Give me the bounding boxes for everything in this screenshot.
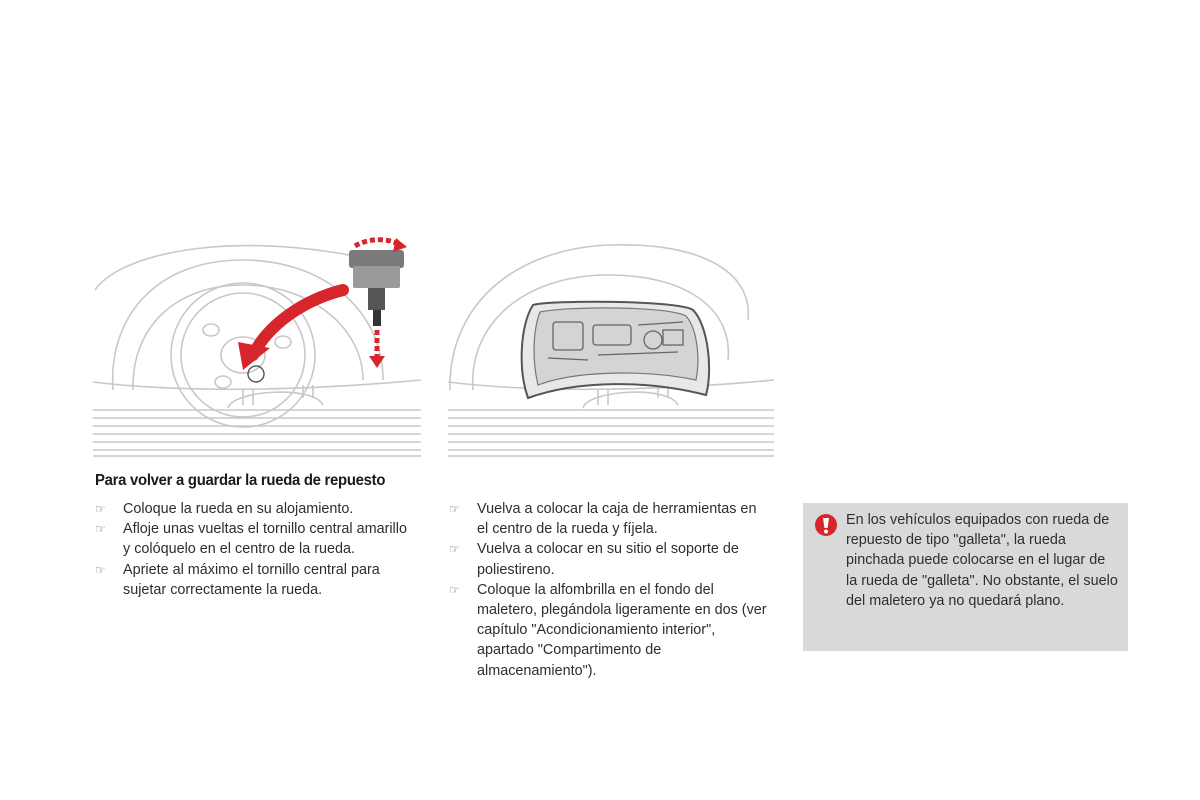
- list-item: [449, 499, 769, 539]
- pointing-hand-icon: ☞: [449, 542, 460, 557]
- pointing-hand-icon: ☞: [95, 502, 106, 516]
- list-item: [449, 580, 769, 681]
- warning-box: [803, 503, 1128, 651]
- steps-list-middle: [449, 499, 769, 681]
- pointing-hand-icon: ☞: [95, 562, 106, 577]
- pointing-hand-icon: ☞: [95, 522, 106, 537]
- step-text: Coloque la alfombrilla en el fondo del maletero, plegándola ligeramente en dos (ver capítulo "Acondicionamiento interior", apartado "Compartimento de almacenamiento").: [477, 581, 767, 679]
- pointing-hand-icon: ☞: [449, 582, 460, 597]
- warning-text: En los vehículos equipados con rueda de repuesto de tipo "galleta", la rueda pinchada puede colocarse en el lugar de la rueda de "galleta". No obstante, el suelo del maletero ya no quedará plano.: [846, 512, 1118, 609]
- list-item: [95, 519, 415, 559]
- step-text: Afloje unas vueltas el tornillo central amarillo y colóquelo en el centro de la rueda.: [123, 521, 407, 558]
- toolbox-in-wheel-illustration: [448, 230, 774, 460]
- spare-wheel-screw-illustration: [93, 230, 421, 460]
- list-item: [449, 539, 769, 579]
- pointing-hand-icon: ☞: [449, 502, 460, 516]
- step-text: Apriete al máximo el tornillo central para sujetar correctamente la rueda.: [123, 561, 380, 598]
- section-heading: Para volver a guardar la rueda de repuesto: [95, 472, 386, 489]
- warning-exclamation-icon: [814, 513, 838, 537]
- steps-list-left: [95, 499, 415, 600]
- list-item: [95, 560, 415, 600]
- step-text: Coloque la rueda en su alojamiento.: [123, 501, 354, 517]
- step-text: Vuelva a colocar en su sitio el soporte de poliestireno.: [477, 541, 739, 578]
- step-text: Vuelva a colocar la caja de herramientas en el centro de la rueda y fíjela.: [477, 501, 757, 538]
- list-item: [95, 499, 415, 519]
